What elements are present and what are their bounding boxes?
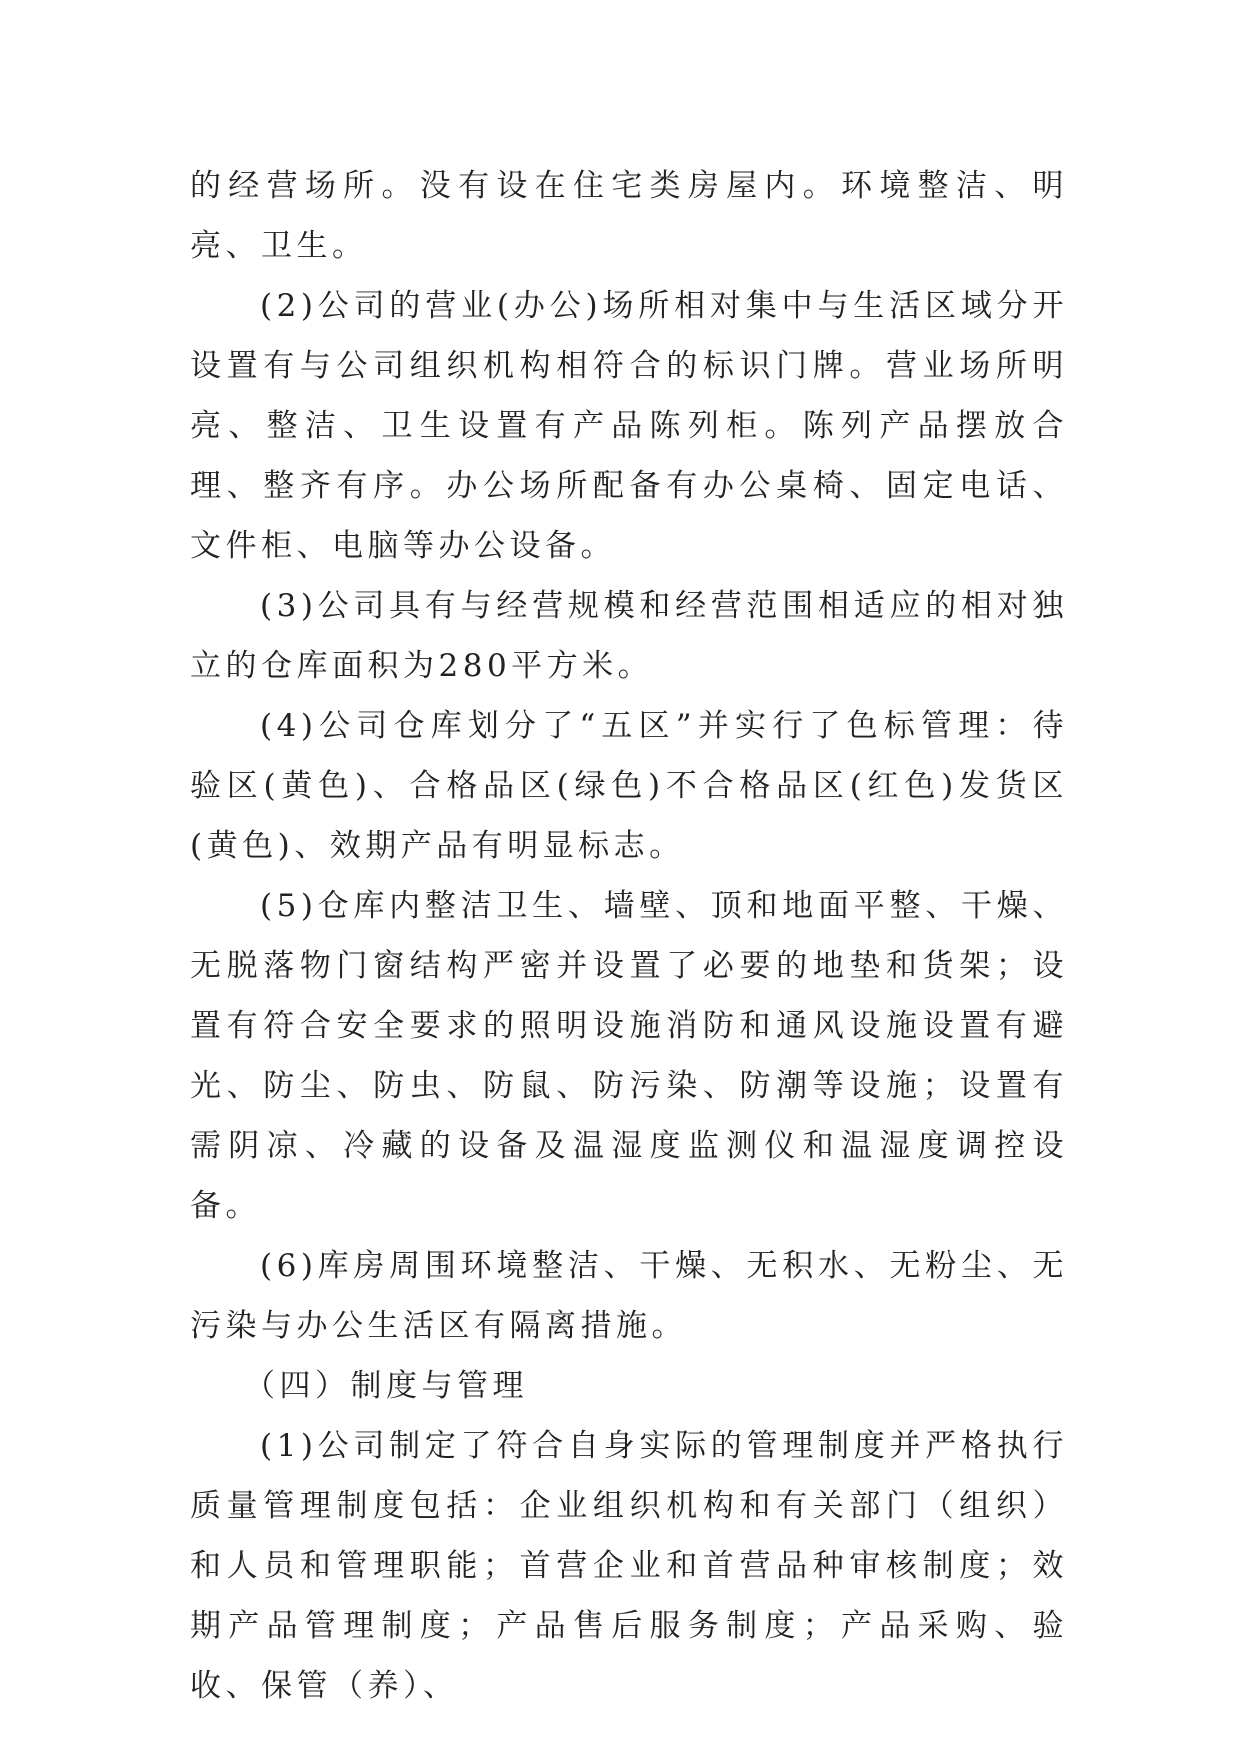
paragraph-color-zones: (4)公司仓库划分了“五区”并实行了色标管理：待验区(黄色)、合格品区(绿色)不合格品区(红色)发货区(黄色)、效期产品有明显标志。 — [190, 708, 1068, 864]
paragraph-continuation: 的经营场所。没有设在住宅类房屋内。环境整洁、明亮、卫生。 — [190, 168, 1068, 264]
document-body — [190, 156, 1068, 1716]
paragraph-management-system: (1)公司制定了符合自身实际的管理制度并严格执行质量管理制度包括：企业组织机构和有关部门（组织）和人员和管理职能；首营企业和首营品种审核制度；效期产品管理制度；产品售后服务制度；产品采购、验收、保管（养）、 — [190, 1428, 1068, 1704]
paragraph-warehouse-facilities: (5)仓库内整洁卫生、墙壁、顶和地面平整、干燥、无脱落物门窗结构严密并设置了必要的地垫和货架；设置有符合安全要求的照明设施消防和通风设施设置有避光、防尘、防虫、防鼠、防污染、防潮等设施；设置有需阴凉、冷藏的设备及温湿度监测仪和温湿度调控设备。 — [190, 888, 1068, 1224]
section-heading: （四）制度与管理 — [244, 1368, 528, 1404]
paragraph-warehouse-area: (3)公司具有与经营规模和经营范围相适应的相对独立的仓库面积为280平方米。 — [190, 588, 1068, 684]
paragraph-storage-environment: (6)库房周围环境整洁、干燥、无积水、无粉尘、无污染与办公生活区有隔离措施。 — [190, 1248, 1068, 1344]
paragraph-office-premises: (2)公司的营业(办公)场所相对集中与生活区域分开设置有与公司组织机构相符合的标识门牌。营业场所明亮、整洁、卫生设置有产品陈列柜。陈列产品摆放合理、整齐有序。办公场所配备有办公桌椅、固定电话、文件柜、电脑等办公设备。 — [190, 288, 1068, 564]
